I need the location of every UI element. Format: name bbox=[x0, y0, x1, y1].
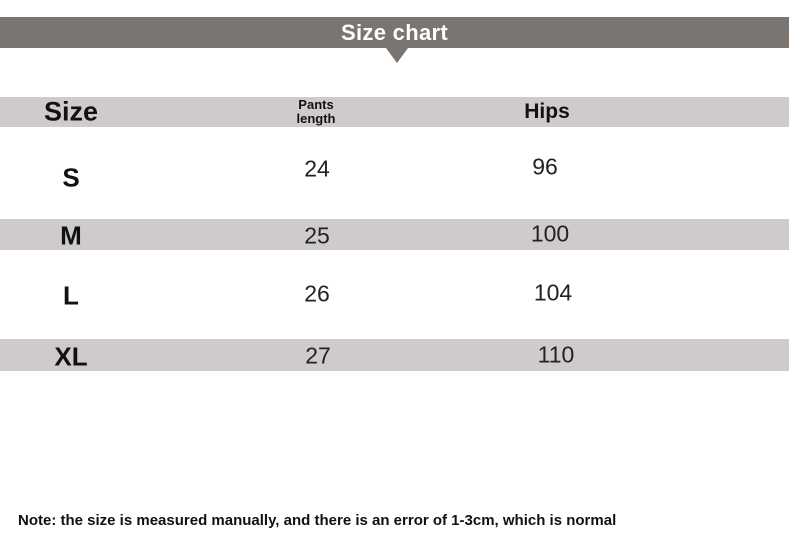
header-pants-line2: length bbox=[296, 111, 336, 126]
table-header bbox=[0, 97, 789, 127]
table-row bbox=[0, 219, 789, 250]
hips-cell: 100 bbox=[530, 220, 570, 247]
size-cell: XL bbox=[54, 341, 88, 372]
header-size: Size bbox=[43, 96, 99, 127]
pants-length-cell: 26 bbox=[304, 280, 330, 307]
table-row bbox=[0, 150, 789, 202]
page-title: Size chart bbox=[341, 19, 448, 45]
hips-cell: 96 bbox=[532, 153, 558, 180]
measurement-note: Note: the size is measured manually, and there is an error of 1-3cm, which is normal bbox=[18, 512, 617, 529]
hips-cell: 104 bbox=[533, 279, 573, 306]
header-pants-length bbox=[297, 98, 336, 126]
size-cell: L bbox=[63, 280, 79, 311]
header-pants-line1: Pants bbox=[298, 97, 334, 112]
pants-length-cell: 27 bbox=[305, 342, 331, 369]
size-cell: M bbox=[60, 220, 82, 251]
table-row bbox=[0, 278, 789, 310]
pants-length-cell: 25 bbox=[304, 222, 330, 249]
size-cell: S bbox=[62, 162, 80, 193]
header-hips: Hips bbox=[524, 100, 570, 123]
hips-cell: 110 bbox=[537, 341, 575, 368]
table-row bbox=[0, 339, 789, 371]
pants-length-cell: 24 bbox=[304, 155, 330, 182]
